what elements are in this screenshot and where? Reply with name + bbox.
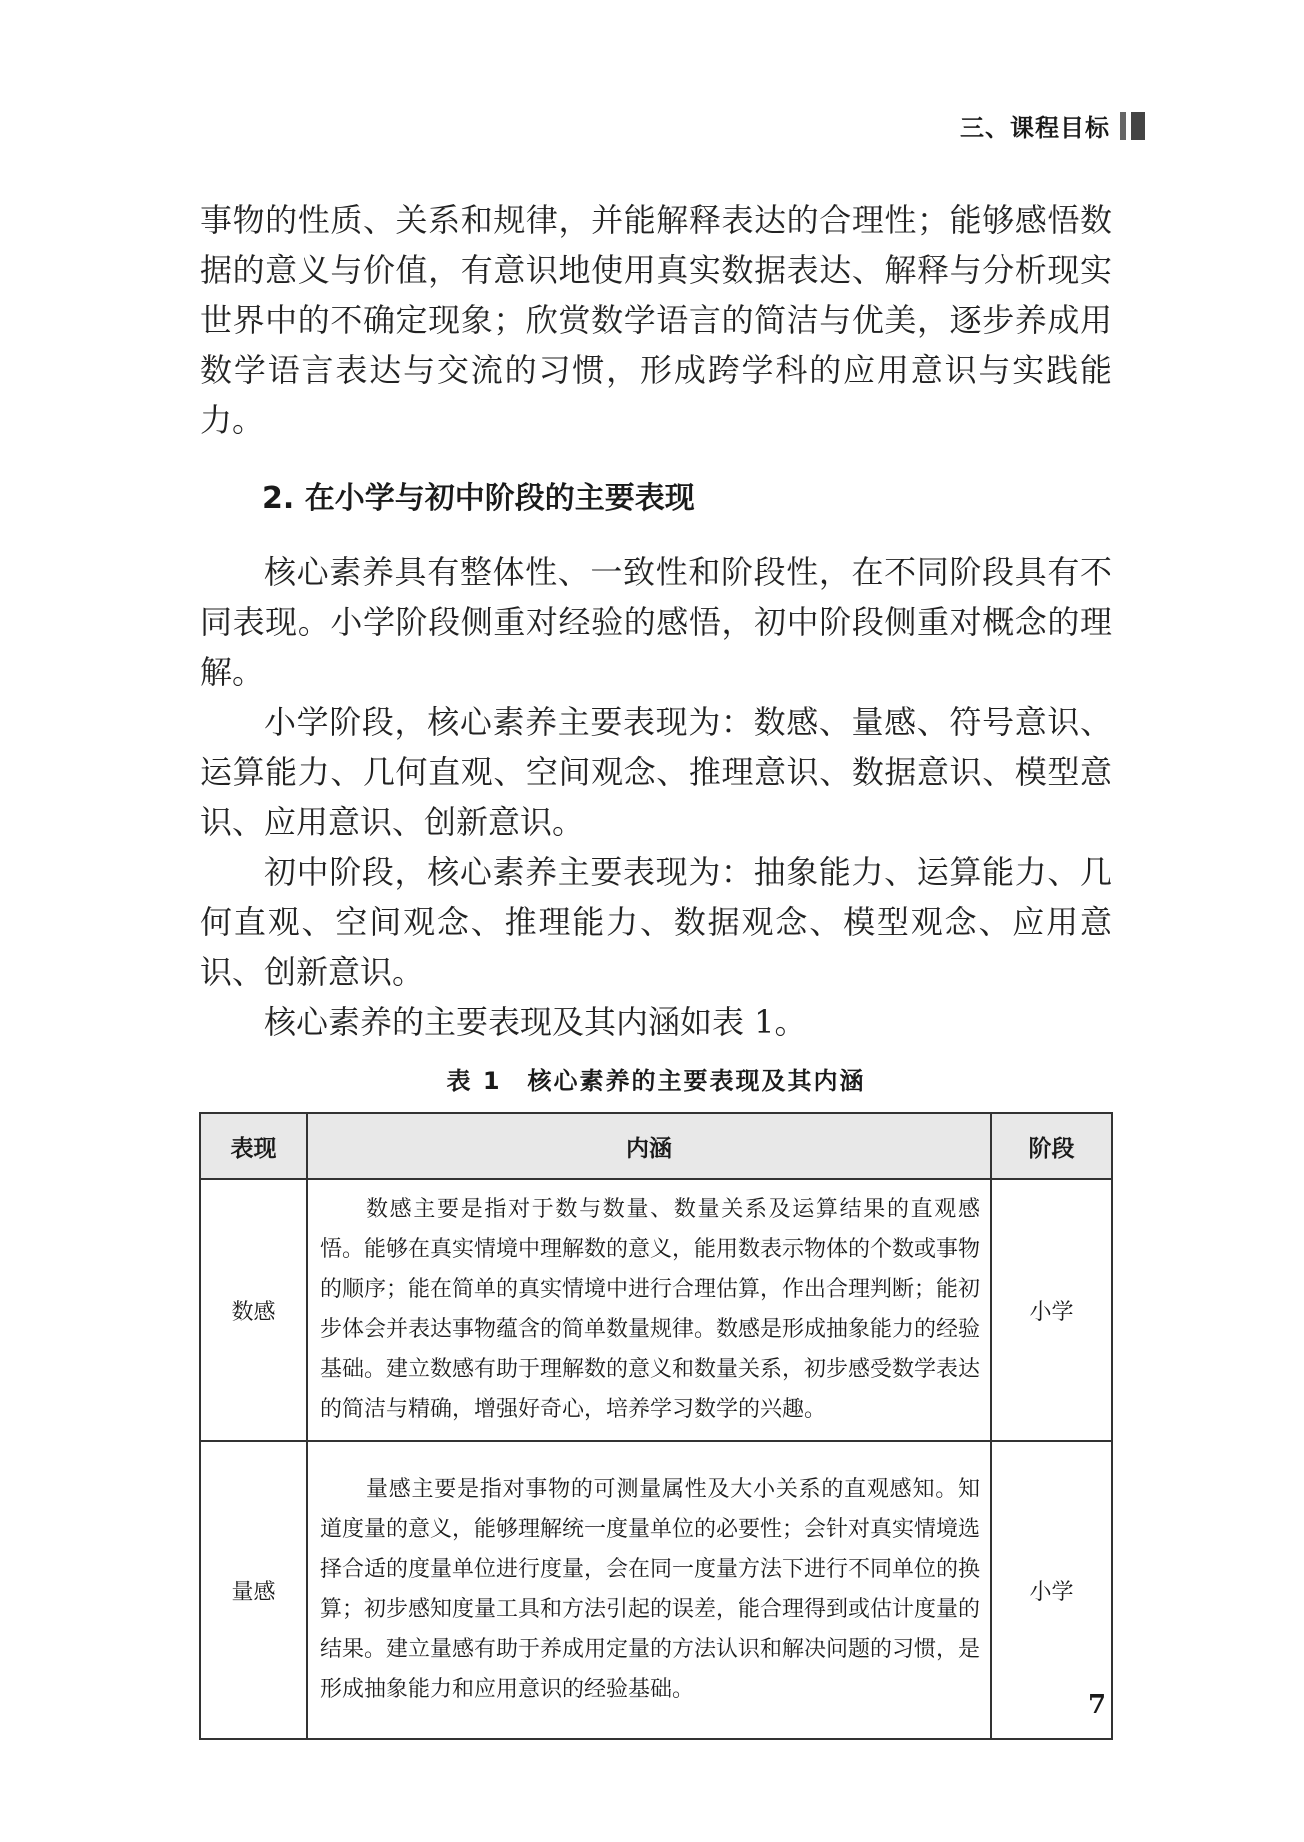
row-name: 量感 [200, 1441, 307, 1739]
row-stage: 小学 [991, 1179, 1112, 1441]
running-head-title: 三、课程目标 [960, 114, 1110, 142]
table-row [200, 1441, 1112, 1739]
paragraph-4: 核心素养的主要表现及其内涵如表 1。 [264, 1003, 807, 1041]
paragraph-1: 核心素养具有整体性、一致性和阶段性，在不同阶段具有不同表现。小学阶段侧重对经验的感悟，初中阶段侧重对概念的理解。 [200, 553, 1112, 691]
running-head-marks [1120, 112, 1145, 140]
row-content: 数感主要是指对于数与数量、数量关系及运算结果的直观感悟。能够在真实情境中理解数的意义，能用数表示物体的个数或事物的顺序；能在简单的真实情境中进行合理估算，作出合理判断；能初步体会并表达事物蕴含的简单数量规律。数感是形成抽象能力的经验基础。建立数感有助于理解数的意义和数量关系，初步感受数学表达的简洁与精确，增强好奇心，培养学习数学的兴趣。 [307, 1179, 991, 1441]
paragraph-3: 初中阶段，核心素养主要表现为：抽象能力、运算能力、几何直观、空间观念、推理能力、数据观念、模型观念、应用意识、创新意识。 [200, 853, 1112, 991]
page-number: 7 [1088, 1690, 1107, 1720]
core-literacy-table [199, 1112, 1113, 1740]
running-head [960, 108, 1145, 143]
table-header-row [200, 1113, 1112, 1179]
header-cell-performance: 表现 [200, 1113, 307, 1179]
header-cell-connotation: 内涵 [307, 1113, 991, 1179]
header-cell-stage: 阶段 [991, 1113, 1112, 1179]
intro-paragraph: 事物的性质、关系和规律，并能解释表达的合理性；能够感悟数据的意义与价值，有意识地使用真实数据表达、解释与分析现实世界中的不确定现象；欣赏数学语言的简洁与优美，逐步养成用数学语言表达与交流的习惯，形成跨学科的应用意识与实践能力。 [200, 201, 1112, 439]
table-caption: 表 1 核心素养的主要表现及其内涵 [446, 1067, 866, 1095]
row-stage: 小学 [991, 1441, 1112, 1739]
table-row [200, 1179, 1112, 1441]
section-heading: 2. 在小学与初中阶段的主要表现 [262, 481, 695, 516]
row-content: 量感主要是指对事物的可测量属性及大小关系的直观感知。知道度量的意义，能够理解统一度量单位的必要性；会针对真实情境选择合适的度量单位进行度量，会在同一度量方法下进行不同单位的换算；初步感知度量工具和方法引起的误差，能合理得到或估计度量的结果。建立量感有助于养成用定量的方法认识和解决问题的习惯，是形成抽象能力和应用意识的经验基础。 [307, 1441, 991, 1739]
paragraph-2: 小学阶段，核心素养主要表现为：数感、量感、符号意识、运算能力、几何直观、空间观念、推理意识、数据意识、模型意识、应用意识、创新意识。 [200, 703, 1112, 841]
page-body [200, 195, 1112, 1740]
row-name: 数感 [200, 1179, 307, 1441]
